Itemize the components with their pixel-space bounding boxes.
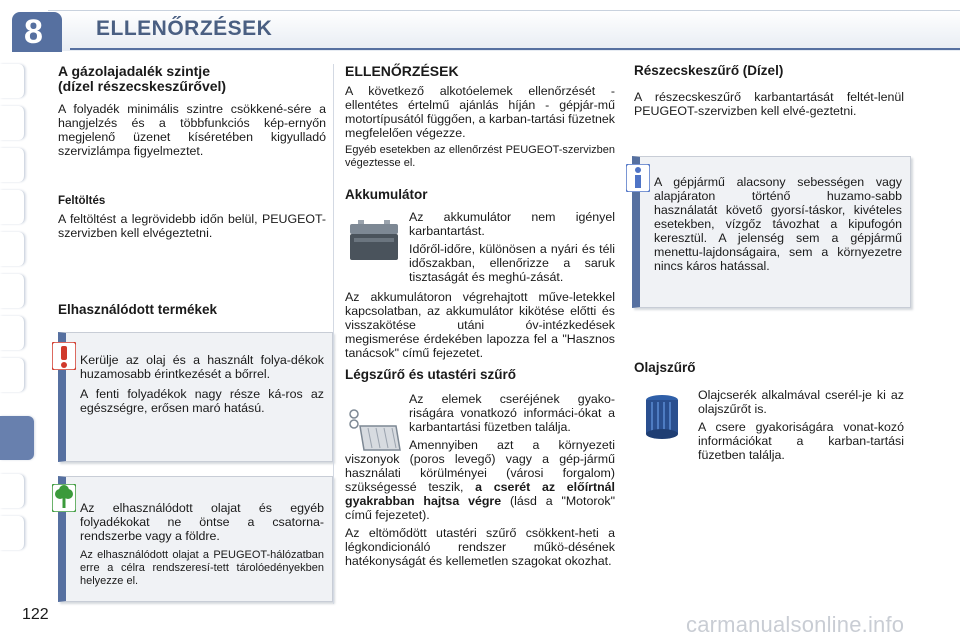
side-tab-current[interactable] (0, 416, 34, 460)
battery-text-3: Az akkumulátoron végrehajtott műve-letekkel kapcsolatban, az akkumulátor kikötése előtti és visszakötése utáni óv-intézkedések megismerése érdekében lapozza fel a "Hasznos tanácsok" című fejezetet. (345, 290, 615, 360)
particle-filter-text: A részecskeszűrő karbantartását feltét-lenül PEUGEOT-szervizben kell elvé-geztetni. (634, 90, 904, 118)
fuel-additive-title: A gázolajadalék szintje (58, 63, 210, 79)
checks-title: ELLENŐRZÉSEK (345, 63, 459, 79)
checks-intro-small: Egyéb esetekben az ellenőrzést PEUGEOT-szervizben végeztesse el. (345, 144, 615, 169)
side-tab-3[interactable] (0, 148, 25, 182)
page-number: 122 (22, 606, 49, 623)
header-rule (70, 48, 960, 50)
air-filter-text-3: Az eltömődött utastéri szűrő csökkent-heti a légkondicionáló rendszer műkö-désének hatékonyságát és kellemetlen szagokat okozhat. (345, 526, 615, 568)
middle-column (345, 64, 615, 574)
side-tab-4[interactable] (0, 190, 25, 224)
air-filter-text-2: Amennyiben azt a környezeti viszonyok (poros levegő) vagy a gép-jármű használati körülményei (városi forgalom) szükségessé teszik, a cserét az előírtnál gyakrabban hajtsa végre (lásd a "Motorok" című fejezetet). (345, 438, 615, 522)
side-tab-11[interactable] (0, 516, 25, 550)
fuel-additive-text: A folyadék minimális szintre csökkené-sére a hangjelzés és a többfunkciós kép-ernyőn megjelenő üzenet kíséretében kigyulladó szervizlámpa figyelmeztet. (58, 102, 326, 158)
warning-text-1: Kerülje az olaj és a használt folya-dékok huzamosabb érintkezését a bőrrel. (80, 353, 324, 381)
right-column (634, 64, 904, 124)
oil-filter-image (640, 392, 684, 442)
left-column (58, 64, 326, 246)
column-divider (333, 64, 334, 604)
air-filter-title: Légszűrő és utastéri szűrő (345, 367, 517, 382)
environment-text-2: Az elhasználódott olajat a PEUGEOT-hálózatban erre a célra rendszeresí-tett tárolóedényekben helyezze el. (80, 549, 324, 587)
side-tab-1[interactable] (0, 64, 25, 98)
battery-title: Akkumulátor (345, 187, 428, 202)
used-products-title: Elhasználódott termékek (58, 302, 218, 317)
fuel-additive-subtitle: (dízel részecskeszűrővel) (58, 78, 227, 94)
air-filter-text-1: Az elemek cseréjének gyako-riságára vonatkozó informáci-ókat a karbantartási füzetben találja. (409, 392, 615, 434)
side-tab-6[interactable] (0, 274, 25, 308)
chapter-number: 8 (24, 13, 43, 51)
particle-filter-title: Részecskeszűrő (Dízel) (634, 63, 784, 78)
side-tab-10[interactable] (0, 474, 25, 508)
oil-filter-block (698, 388, 904, 468)
info-box (632, 156, 911, 308)
refill-text: A feltöltést a legrövidebb időn belül, PEUGEOT-szervizben kell elvégeztetni. (58, 212, 326, 240)
warning-icon (52, 342, 76, 370)
air-filter-image (346, 406, 402, 456)
side-tab-2[interactable] (0, 106, 25, 140)
side-tab-7[interactable] (0, 316, 25, 350)
side-tab-5[interactable] (0, 232, 25, 266)
checks-intro: A következő alkotóelemek ellenőrzését - ellentétes értelmű ajánlás híján - gépjár-mű motortípusától függően, a karban-tartási füzetnek megfelelően végezze. (345, 84, 615, 140)
page-title: ELLENŐRZÉSEK (96, 17, 273, 40)
warning-box (58, 332, 333, 462)
oil-filter-title: Olajszűrő (634, 360, 696, 375)
environment-box (58, 476, 333, 602)
warning-text-2: A fenti folyadékok nagy része ká-ros az egészségre, erősen maró hatású. (80, 387, 324, 415)
refill-title: Feltöltés (58, 195, 106, 207)
environment-text-1: Az elhasználódott olajat és egyéb folyadékokat ne öntse a csatorna-rendszerbe vagy a földre. (80, 501, 324, 543)
watermark: carmanualsonline.info (686, 612, 905, 637)
info-text: A gépjármű alacsony sebességen vagy alapjáraton történő huzamo-sabb használatát követő gyorsí-táskor, kivételes esetekben, vízgőz távozhat a kipufogón keresztül. A jelenség sem a gépjármű menettu-lajdonságaira, sem a környezetre nincs káros hatással. (654, 175, 902, 273)
battery-image (346, 214, 402, 264)
info-icon (626, 164, 650, 192)
oil-filter-text-1: Olajcserék alkalmával cserél-je ki az olajszűrőt is. (698, 388, 904, 416)
tree-icon (52, 484, 76, 512)
oil-filter-text-2: A csere gyakoriságára vonat-kozó információkat a karban-tartási füzetben találja. (698, 420, 904, 462)
battery-text-2: Időről-időre, különösen a nyári és téli időszakban, ellenőrizze a saruk tisztaságát és meghú-zását. (409, 242, 615, 284)
battery-text-1: Az akkumulátor nem igényel karbantartást. (409, 210, 615, 238)
side-tab-8[interactable] (0, 358, 25, 392)
